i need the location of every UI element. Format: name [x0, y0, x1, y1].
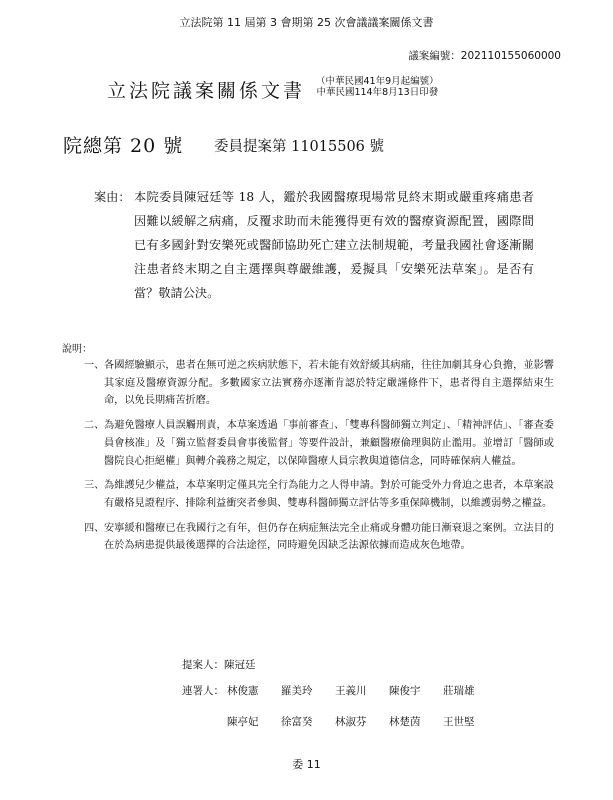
cosigner-name: 陳亭妃 — [227, 716, 259, 728]
bill-id-label: 議案編號： — [408, 50, 461, 62]
cosigner-name: 羅美玲 — [281, 685, 313, 697]
explanation-point — [84, 357, 554, 410]
cosigner-label: 連署人： — [182, 685, 224, 697]
page-number: 委 11 — [292, 758, 321, 771]
cosigner-name: 林楚茵 — [389, 716, 421, 728]
point-number: 一、 — [84, 360, 105, 371]
point-number: 三、 — [84, 480, 105, 492]
cosigner-name: 徐富癸 — [281, 716, 313, 728]
proposer — [182, 657, 256, 672]
member-bill-number: 委員提案第 11015506 號 — [214, 139, 385, 155]
explanation-point — [84, 520, 554, 555]
explanation-label: 說明： — [62, 344, 92, 355]
document-title: 立法院議案關係文書 — [107, 80, 306, 102]
point-text: 安寧緩和醫療已在我國行之有年，但仍存在病症無法完全止痛或身體功能日漸衰退之案例。立法目的在於為病患提供最後選擇的合法途徑，同時避免因缺乏法源依據而造成灰色地帶。 — [104, 522, 554, 552]
cosigner-list — [227, 683, 527, 729]
explanation-point — [84, 417, 554, 470]
proposer-label: 提案人： — [182, 659, 224, 671]
bill-id-value: 202110155060000 — [460, 50, 561, 62]
explanation-points — [84, 357, 554, 562]
cosigner-name: 王世堅 — [443, 716, 475, 728]
cosigner-name: 陳俊宇 — [389, 685, 421, 697]
explanation-point — [84, 477, 554, 512]
point-text: 為避免醫療人員誤觸刑責，本草案透過「事前審查」、「雙專科醫師獨立判定」、「精神評估」、「審查委員會核准」及「獨立監督委員會事後監督」等要件設計，兼顧醫療倫理與防止濫用。並增訂「醫師或醫院良心拒絕權」與轉介義務之規定，以保障醫療人員宗教與道德信念，同時確保病人權益。 — [104, 420, 554, 467]
case-cause — [94, 185, 534, 305]
point-number: 四、 — [84, 522, 105, 534]
point-number: 二、 — [84, 420, 105, 432]
bill-id — [408, 48, 561, 63]
publication-info — [316, 76, 439, 98]
print-date: 中華民國114年8月13日印發 — [316, 87, 439, 98]
yuan-number: 院總第 20 號 — [63, 135, 184, 157]
point-text: 為維護兒少權益，本草案明定僅具完全行為能力之人得申請。對於可能受外力脅迫之患者，本草案設有嚴格見證程序、排除利益衝突者參與、雙專科醫師獨立評估等多重保障機制，以維護弱勢之權益。 — [104, 480, 554, 509]
cause-label: 案由： — [94, 190, 131, 204]
cosigner-name: 王義川 — [335, 685, 367, 697]
cause-text: 本院委員陳冠廷等 18 人，鑑於我國醫療現場常見終末期或嚴重疼痛患者因難以緩解之病痛，反覆求助而未能獲得更有效的醫療資源配置，國際間已有多國針對安樂死或醫師協助死亡建立法制規範，考量我國社會逐漸關注患者終末期之自主選擇與尊嚴維護，爰擬具「安樂死法草案」。是否有當？敬請公決。 — [134, 190, 534, 300]
cosigner-name: 林淑芬 — [335, 716, 367, 728]
numbering-note: （中華民國41年9月起編號） — [316, 76, 439, 87]
cosigner-name: 莊瑞雄 — [443, 685, 475, 697]
session-header: 立法院第 11 屆第 3 會期第 25 次會議議案關係文書 — [179, 16, 434, 29]
cosigner-name: 林俊憲 — [227, 685, 259, 697]
point-text: 各國經驗顯示，患者在無可逆之疾病狀態下，若未能有效舒緩其病痛，往往加劇其身心負擔，並影響其家庭及醫療資源分配。多數國家立法實務亦逐漸肯認於特定嚴謹條件下，患者得自主選擇結束生命，以免長期痛苦折磨。 — [104, 360, 554, 407]
proposer-name: 陳冠廷 — [224, 659, 256, 671]
